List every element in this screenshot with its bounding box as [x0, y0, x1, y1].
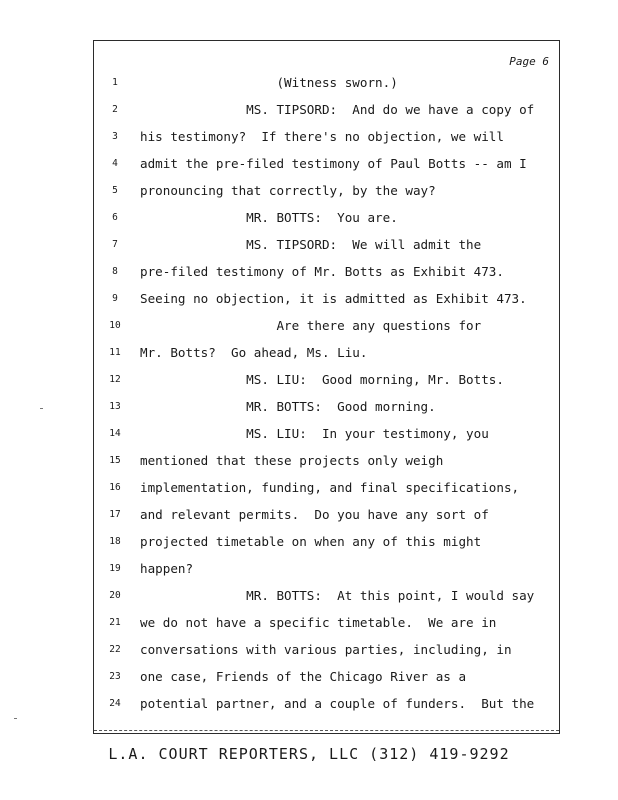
line-text: MS. LIU: In your testimony, you	[140, 426, 489, 441]
transcript-line	[94, 534, 559, 550]
line-text: (Witness sworn.)	[140, 75, 398, 90]
line-number: 10	[109, 320, 121, 331]
line-number: 6	[112, 212, 118, 223]
line-number: 7	[112, 239, 118, 250]
transcript-line	[94, 129, 559, 145]
line-text: pronouncing that correctly, by the way?	[140, 183, 436, 198]
line-number: 16	[109, 482, 121, 493]
transcript-line	[94, 291, 559, 307]
line-number: 4	[112, 158, 118, 169]
line-text: MS. TIPSORD: And do we have a copy of	[140, 102, 535, 117]
line-number: 2	[112, 104, 118, 115]
transcript-line	[94, 588, 559, 604]
line-text: and relevant permits. Do you have any sort of	[140, 507, 489, 522]
line-number: 8	[112, 266, 118, 277]
line-text: MR. BOTTS: At this point, I would say	[140, 588, 535, 603]
line-text: MS. LIU: Good morning, Mr. Botts.	[140, 372, 504, 387]
line-text: MR. BOTTS: Good morning.	[140, 399, 436, 414]
transcript-line	[94, 345, 559, 361]
line-text: Are there any questions for	[140, 318, 482, 333]
line-number: 20	[109, 590, 121, 601]
transcript-line	[94, 210, 559, 226]
line-number: 14	[109, 428, 121, 439]
line-text: Seeing no objection, it is admitted as Exhibit 473.	[140, 291, 527, 306]
line-number: 5	[112, 185, 118, 196]
transcript-line	[94, 642, 559, 658]
line-text: admit the pre-filed testimony of Paul Botts -- am I	[140, 156, 527, 171]
transcript-line	[94, 183, 559, 199]
line-text: Mr. Botts? Go ahead, Ms. Liu.	[140, 345, 368, 360]
line-number: 11	[109, 347, 121, 358]
line-number: 21	[109, 617, 121, 628]
margin-mark	[14, 718, 17, 719]
line-number: 13	[109, 401, 121, 412]
margin-mark	[40, 408, 43, 409]
transcript-line	[94, 399, 559, 415]
line-text: we do not have a specific timetable. We are in	[140, 615, 497, 630]
transcript-line	[94, 102, 559, 118]
line-number: 3	[112, 131, 118, 142]
transcript-line	[94, 561, 559, 577]
line-text: conversations with various parties, including, in	[140, 642, 512, 657]
transcript-line	[94, 669, 559, 685]
line-text: mentioned that these projects only weigh	[140, 453, 444, 468]
line-number: 19	[109, 563, 121, 574]
line-text: his testimony? If there's no objection, we will	[140, 129, 504, 144]
transcript-line	[94, 480, 559, 496]
page-number-label: Page 6	[509, 55, 549, 68]
line-text: one case, Friends of the Chicago River as a	[140, 669, 467, 684]
line-number: 15	[109, 455, 121, 466]
line-number: 23	[109, 671, 121, 682]
transcript-line	[94, 75, 559, 91]
line-number: 9	[112, 293, 118, 304]
line-number: 1	[112, 77, 118, 88]
line-text: implementation, funding, and final specifications,	[140, 480, 520, 495]
line-text: MR. BOTTS: You are.	[140, 210, 398, 225]
line-text: MS. TIPSORD: We will admit the	[140, 237, 482, 252]
line-number: 24	[109, 698, 121, 709]
transcript-line	[94, 615, 559, 631]
transcript-line	[94, 372, 559, 388]
line-number: 22	[109, 644, 121, 655]
court-reporter-footer: L.A. COURT REPORTERS, LLC (312) 419-9292	[108, 745, 510, 763]
line-number: 17	[109, 509, 121, 520]
transcript-line	[94, 453, 559, 469]
transcript-line	[94, 507, 559, 523]
line-text: pre-filed testimony of Mr. Botts as Exhibit 473.	[140, 264, 504, 279]
transcript-page-frame	[93, 40, 560, 734]
transcript-line	[94, 318, 559, 334]
line-number: 12	[109, 374, 121, 385]
line-text: potential partner, and a couple of funders. But the	[140, 696, 535, 711]
transcript-line	[94, 156, 559, 172]
transcript-line	[94, 696, 559, 712]
transcript-line	[94, 264, 559, 280]
line-number: 18	[109, 536, 121, 547]
transcript-line	[94, 237, 559, 253]
transcript-line	[94, 426, 559, 442]
line-text: projected timetable on when any of this might	[140, 534, 482, 549]
line-text: happen?	[140, 561, 194, 576]
bottom-rule	[94, 730, 559, 731]
